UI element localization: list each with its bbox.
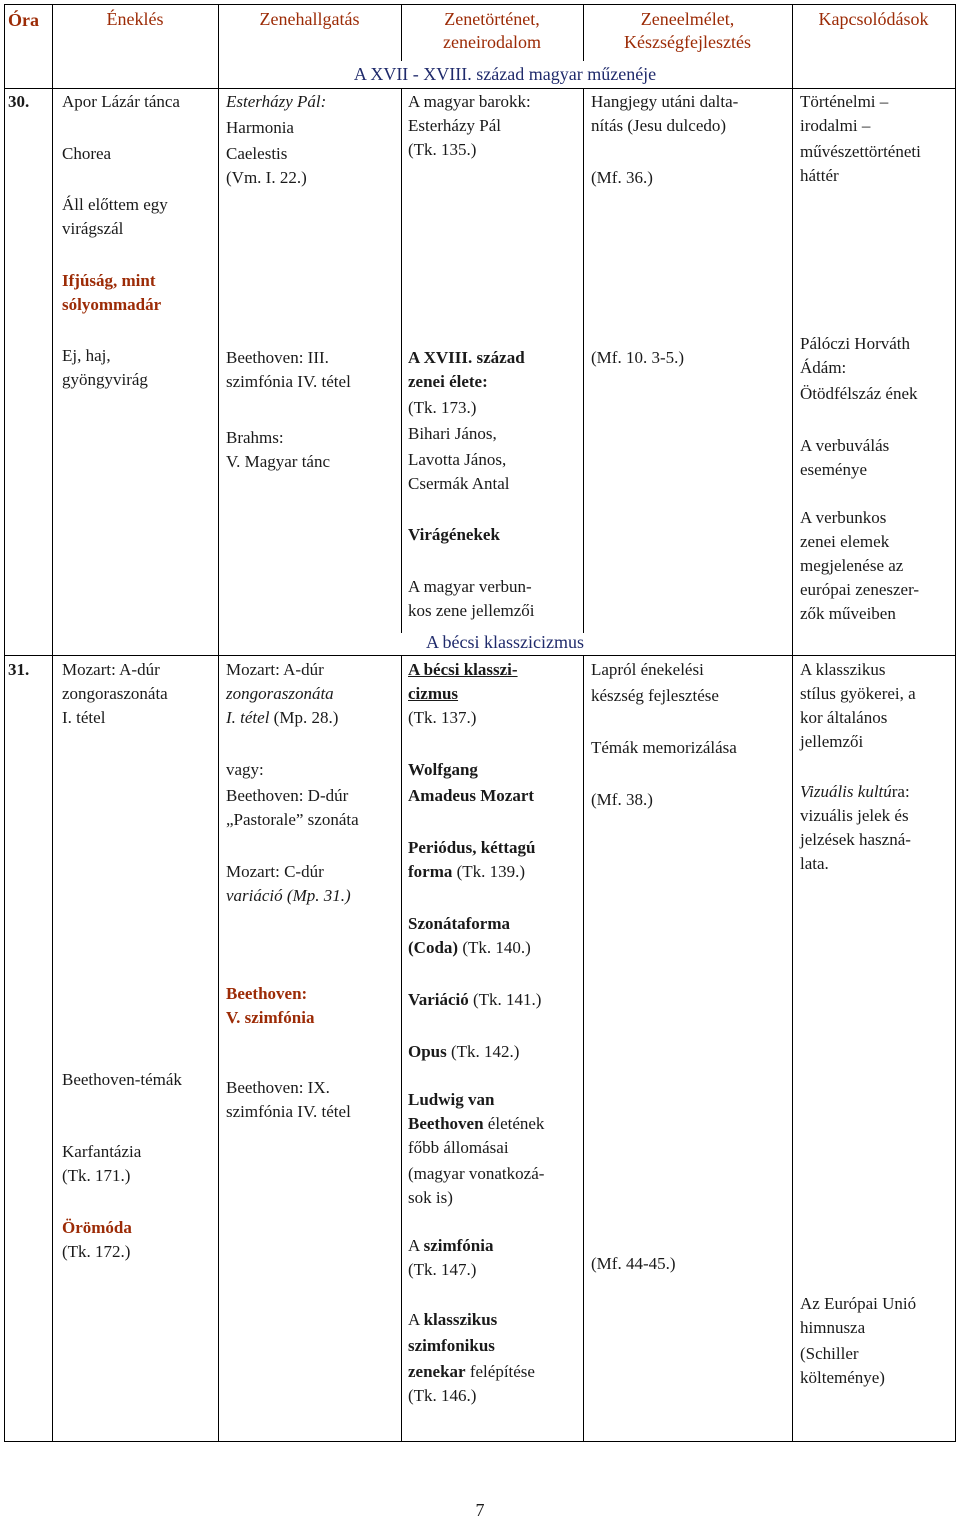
- col-border-3b: [401, 88, 402, 633]
- section-title-magyar: A XVII - XVIII. század magyar műzenéje: [353, 64, 657, 84]
- header-zenehallgatas: Zenehallgatás: [259, 9, 360, 29]
- header-kapcsolodasok: Kapcsolódások: [818, 9, 929, 29]
- table-border-top: [4, 4, 956, 5]
- row-separator-30: [4, 88, 956, 89]
- header-enekles: Éneklés: [106, 9, 164, 29]
- col-border-3c: [401, 655, 402, 1442]
- section-title-becsi: A bécsi klasszicizmus: [426, 632, 584, 652]
- col-border-2: [218, 4, 219, 1442]
- page-number: 7: [475, 1500, 485, 1520]
- header-ora: Óra: [8, 10, 39, 30]
- col-border-6: [955, 4, 956, 1442]
- table-border-bottom: [4, 1441, 956, 1442]
- col-border-5: [792, 4, 793, 1442]
- header-zeneelmelet: Zeneelmélet, Készségfejlesztés: [624, 9, 751, 52]
- col-border-4c: [583, 655, 584, 1442]
- row-separator-31: [4, 655, 956, 656]
- lesson-number-30: 30.: [8, 92, 30, 111]
- lesson-number-31: 31.: [8, 660, 30, 679]
- col-border-0: [4, 4, 5, 1442]
- col-border-1: [52, 4, 53, 1442]
- col-border-4b: [583, 88, 584, 633]
- header-zenetortenet: Zenetörténet, zeneirodalom: [443, 9, 541, 52]
